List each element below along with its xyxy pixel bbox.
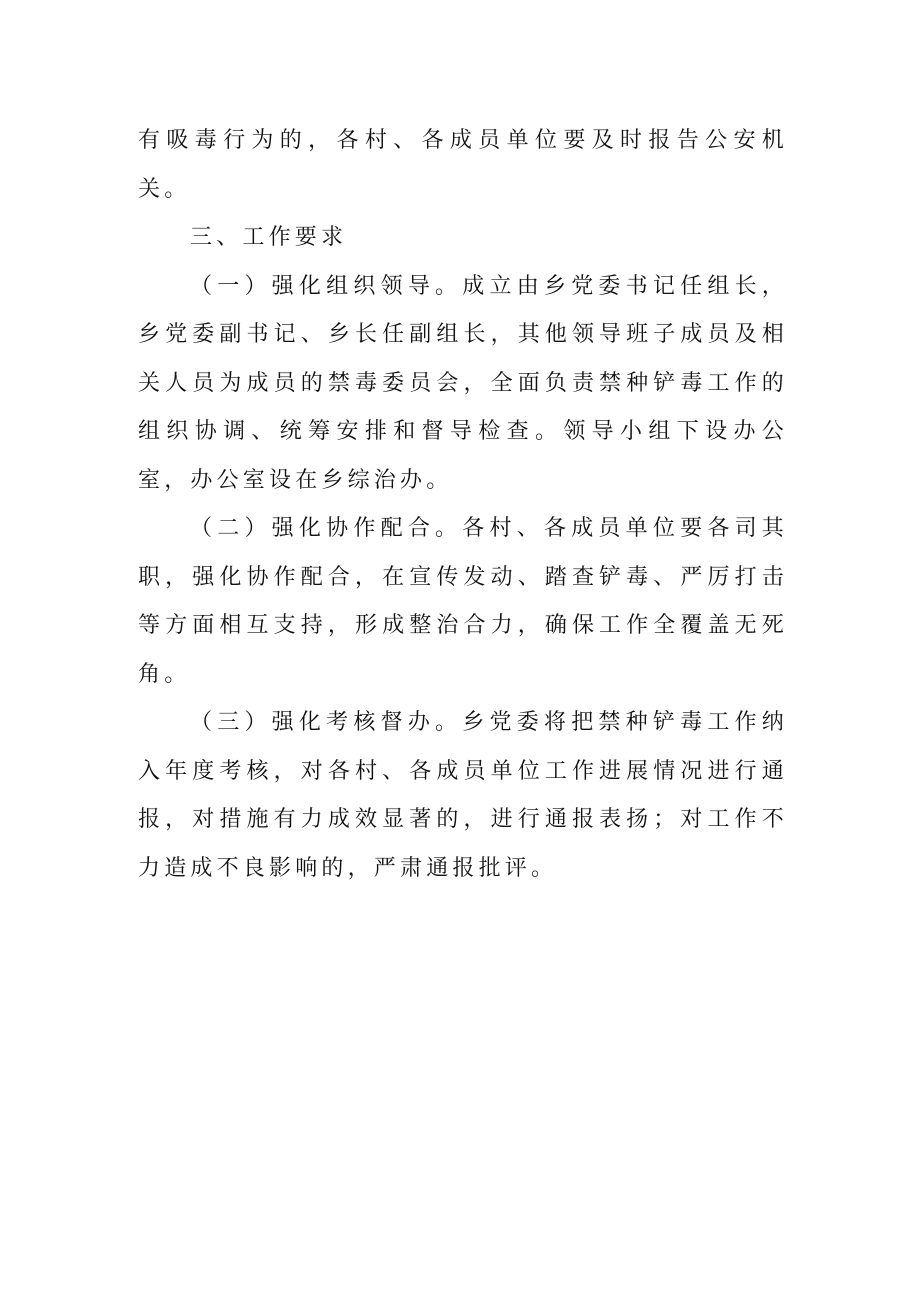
paragraph-organization-leadership: （一）强化组织领导。成立由乡党委书记任组长，乡党委副书记、乡长任副组长，其他领导班子成员及相关人员为成员的禁毒委员会，全面负责禁种铲毒工作的组织协调、统筹安排和督导检查。领导小组下设办公室，办公室设在乡综治办。 (138, 273, 788, 493)
document-body (138, 117, 788, 893)
paragraph-assessment-supervision: （三）强化考核督办。乡党委将把禁种铲毒工作纳入年度考核，对各村、各成员单位工作进展情况进行通报，对措施有力成效显著的，进行通报表扬；对工作不力造成不良影响的，严肃通报批评。 (138, 710, 788, 881)
section-heading-work-requirements: 三、工作要求 (190, 225, 348, 250)
paragraph-continuation: 有吸毒行为的，各村、各成员单位要及时报告公安机关。 (138, 128, 788, 202)
paragraph-cooperation: （二）强化协作配合。各村、各成员单位要各司其职，强化协作配合，在宣传发动、踏查铲毒、严厉打击等方面相互支持，形成整治合力，确保工作全覆盖无死角。 (138, 516, 788, 687)
